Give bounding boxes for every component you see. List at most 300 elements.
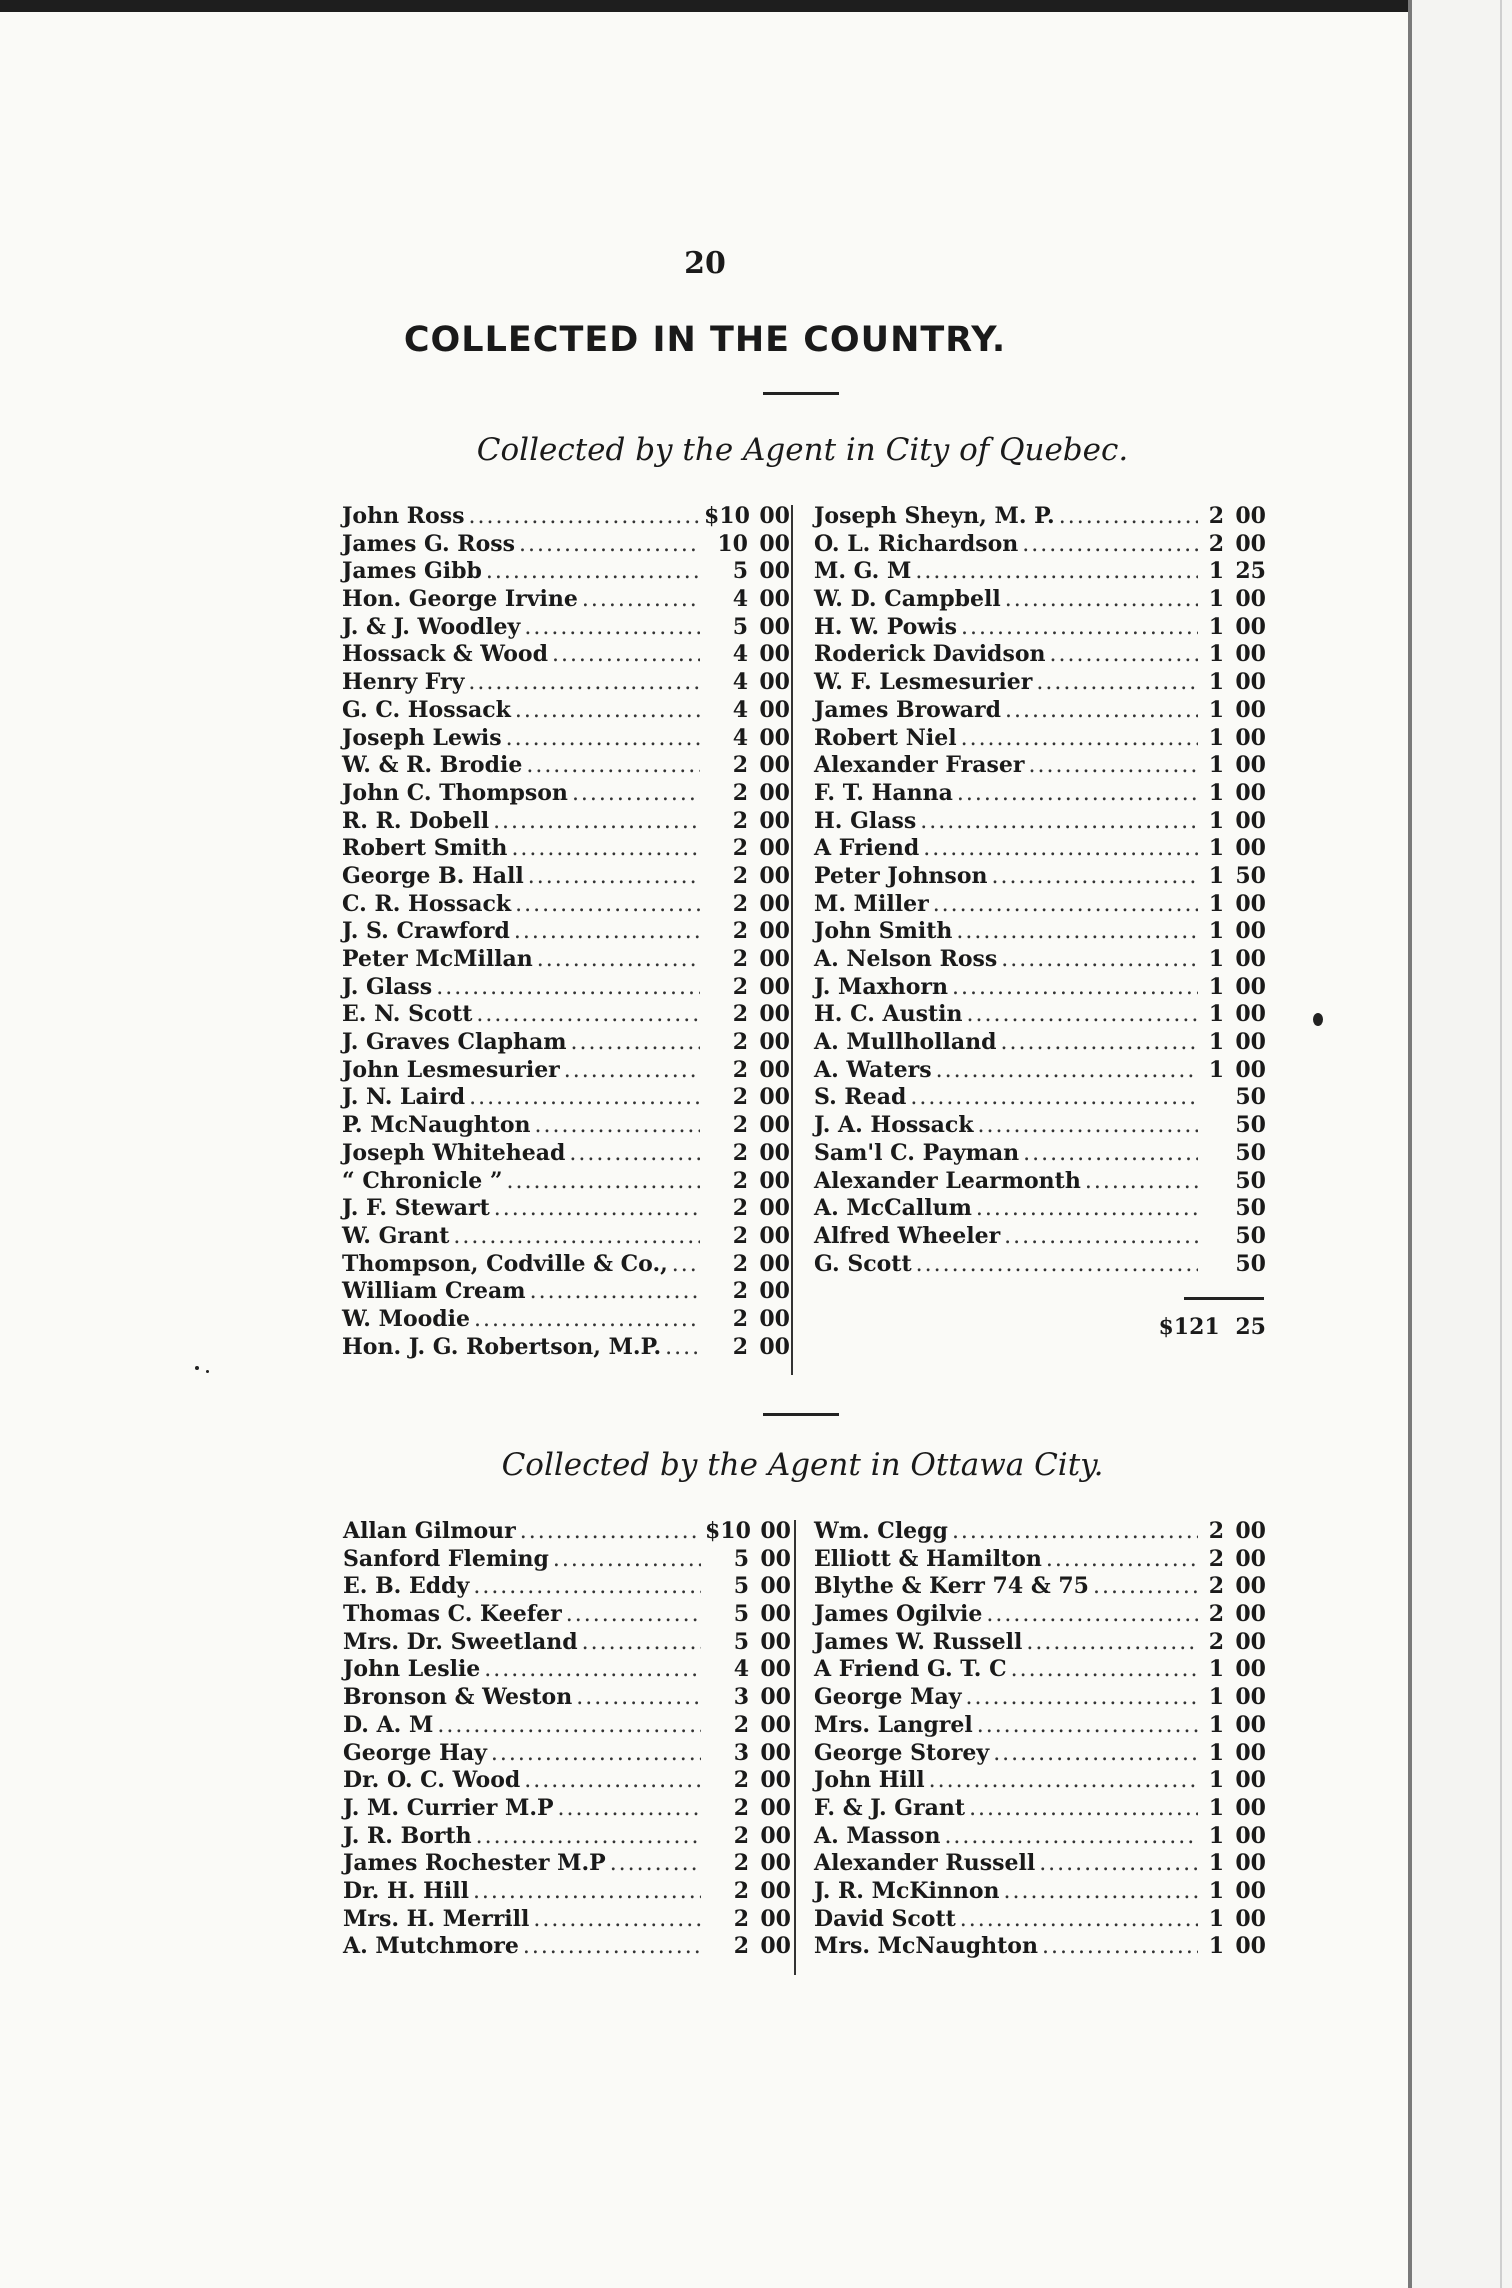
amount <box>704 586 790 612</box>
leader-dots <box>952 1519 1198 1544</box>
amount-dollars: 1 <box>1208 1656 1224 1683</box>
amount-cents: 00 <box>759 1056 790 1083</box>
ink-speck <box>195 1366 199 1370</box>
leader-dots <box>507 1169 701 1194</box>
amount-cents: 00 <box>1235 696 1266 723</box>
amount <box>705 1850 791 1876</box>
amount <box>1202 1656 1266 1682</box>
amount-cents: 00 <box>1235 1767 1266 1794</box>
amount-cents: 50 <box>1235 1222 1266 1249</box>
amount-dollars: 2 <box>732 1029 748 1056</box>
amount-dollars: 5 <box>733 1628 749 1655</box>
amount <box>704 780 790 806</box>
list-item <box>342 1001 790 1029</box>
list-item <box>343 1518 791 1546</box>
contributor-name: M. G. M <box>814 558 912 585</box>
contributor-name: Mrs. H. Merrill <box>343 1905 530 1932</box>
list-item <box>342 614 790 642</box>
contributor-name: Peter McMillan <box>342 946 533 972</box>
leader-dots <box>960 1907 1198 1932</box>
leader-dots <box>1005 587 1198 612</box>
amount-cents: 00 <box>760 1545 791 1572</box>
list-item <box>814 1084 1266 1112</box>
amount-cents: 00 <box>1235 946 1266 972</box>
amount <box>704 725 790 751</box>
amount-dollars: 5 <box>733 1601 749 1628</box>
list-item <box>342 1251 790 1279</box>
amount-cents: 00 <box>760 1822 791 1849</box>
amount-dollars: 4 <box>732 641 748 668</box>
contributor-name: Thompson, Codville & Co., <box>342 1250 668 1277</box>
contributor-name: W. F. Lesmesurier <box>814 669 1033 696</box>
list-item <box>814 1168 1266 1196</box>
amount-dollars: 1 <box>1208 1711 1224 1738</box>
list-item <box>814 1795 1266 1823</box>
contributor-name: M. Miller <box>814 890 929 917</box>
list-item <box>342 946 790 974</box>
contributor-name: James Rochester M.P <box>343 1850 606 1877</box>
list-item <box>342 918 790 946</box>
amount-cents: 00 <box>1235 1850 1266 1877</box>
amount-cents: 00 <box>759 1250 790 1277</box>
amount-cents: 00 <box>1235 807 1266 834</box>
amount-cents: 00 <box>759 1222 790 1249</box>
amount-cents: 00 <box>759 558 790 585</box>
list-item <box>343 1906 791 1934</box>
list-item <box>342 1029 790 1057</box>
contributor-name: H. Glass <box>814 807 917 834</box>
amount-cents: 00 <box>759 1333 790 1360</box>
list-item <box>343 1850 791 1878</box>
amount-cents: 00 <box>759 1001 790 1028</box>
amount-cents: 00 <box>759 503 790 529</box>
quebec-total-rule <box>1184 1297 1264 1300</box>
amount-cents: 00 <box>1235 1933 1266 1960</box>
amount <box>1202 1933 1266 1959</box>
contributor-name: A Friend G. T. C <box>814 1656 1007 1683</box>
amount <box>1202 974 1266 1000</box>
list-item <box>342 725 790 753</box>
amount-dollars: 3 <box>733 1739 749 1766</box>
amount-cents: 00 <box>1235 1877 1266 1904</box>
page-number: 20 <box>684 246 726 281</box>
amount <box>1202 503 1266 529</box>
amount-cents: 00 <box>1235 669 1266 696</box>
amount <box>1202 1878 1266 1904</box>
contributor-name: G. C. Hossack <box>342 696 511 723</box>
amount-dollars: 1 <box>1208 890 1224 917</box>
leader-dots <box>474 1307 700 1332</box>
amount-dollars: 2 <box>733 1850 749 1877</box>
amount <box>1202 697 1266 723</box>
list-item <box>814 918 1266 946</box>
list-item <box>814 1057 1266 1085</box>
contributor-name: James Gibb <box>342 558 482 585</box>
list-item <box>814 1933 1266 1961</box>
leader-dots <box>552 642 700 667</box>
amount-cents: 25 <box>1235 558 1266 585</box>
amount-cents: 00 <box>759 613 790 640</box>
leader-dots <box>1000 1030 1198 1055</box>
leader-dots <box>515 698 700 723</box>
list-item <box>342 891 790 919</box>
amount <box>1202 752 1266 778</box>
contributor-name: John Ross <box>342 503 465 529</box>
list-item <box>343 1601 791 1629</box>
contributor-name: S. Read <box>814 1084 907 1111</box>
contributor-name: W. & R. Brodie <box>342 752 523 779</box>
amount-cents: 00 <box>759 1084 790 1111</box>
amount-dollars: 5 <box>733 1573 749 1600</box>
amount <box>704 503 790 529</box>
leader-dots <box>936 1058 1198 1083</box>
amount-dollars: 2 <box>732 862 748 889</box>
list-item <box>814 863 1266 891</box>
amount <box>704 1029 790 1055</box>
amount <box>1202 1223 1266 1249</box>
amount-cents: 00 <box>759 890 790 917</box>
ink-speck <box>1313 1013 1323 1026</box>
amount-cents: 50 <box>1235 1139 1266 1166</box>
leader-dots <box>993 1741 1198 1766</box>
amount-dollars: 1 <box>1208 752 1224 779</box>
quebec-total <box>1150 1314 1266 1340</box>
amount-cents: 00 <box>759 1112 790 1139</box>
amount-cents: 00 <box>1235 1029 1266 1056</box>
amount-cents: 00 <box>1235 1056 1266 1083</box>
amount-dollars: 2 <box>732 1112 748 1139</box>
amount-dollars: 1 <box>1208 724 1224 751</box>
leader-dots <box>473 1879 701 1904</box>
leader-dots <box>453 1224 700 1249</box>
amount-dollars: 1 <box>1208 779 1224 806</box>
amount <box>1202 1767 1266 1793</box>
contributor-name: James Ogilvie <box>814 1601 983 1628</box>
leader-dots <box>915 559 1198 584</box>
list-item <box>342 669 790 697</box>
contributor-name: Elliott & Hamilton <box>814 1545 1042 1572</box>
amount <box>1202 1140 1266 1166</box>
contributor-name: J. M. Currier M.P <box>343 1794 554 1821</box>
leader-dots <box>910 1085 1198 1110</box>
contributor-name: Sam'l C. Payman <box>814 1139 1020 1166</box>
contributor-name: W. D. Campbell <box>814 586 1001 613</box>
leader-dots <box>1046 1547 1198 1572</box>
amount <box>1202 586 1266 612</box>
leader-dots <box>469 1085 700 1110</box>
amount <box>704 1251 790 1277</box>
list-item <box>342 780 790 808</box>
leader-dots <box>533 1907 701 1932</box>
leader-dots <box>672 1252 700 1277</box>
leader-dots <box>524 615 700 640</box>
amount-cents: 00 <box>1235 1684 1266 1711</box>
amount <box>704 1306 790 1332</box>
leader-dots <box>511 836 700 861</box>
page-edge-line <box>1500 0 1502 2288</box>
amount <box>704 697 790 723</box>
amount-cents: 00 <box>1235 918 1266 945</box>
list-item <box>814 1140 1266 1168</box>
amount <box>1202 1629 1266 1655</box>
contributor-name: James G. Ross <box>342 530 516 557</box>
leader-dots <box>524 1768 701 1793</box>
contributor-name: Blythe & Kerr 74 & 75 <box>814 1573 1089 1600</box>
leader-dots <box>976 1196 1198 1221</box>
list-item <box>814 1546 1266 1574</box>
contributor-name: Mrs. Dr. Sweetland <box>343 1628 578 1655</box>
amount <box>704 614 790 640</box>
leader-dots <box>437 1713 701 1738</box>
amount-dollars: 1 <box>1208 558 1224 585</box>
amount <box>704 808 790 834</box>
list-item <box>814 1195 1266 1223</box>
amount-dollars: 2 <box>732 1056 748 1083</box>
amount-cents: 00 <box>759 973 790 1000</box>
list-item <box>814 1112 1266 1140</box>
leader-dots <box>515 892 700 917</box>
ink-speck <box>206 1370 209 1373</box>
amount <box>1202 1029 1266 1055</box>
amount-dollars: 2 <box>1208 1573 1224 1600</box>
amount-dollars: 2 <box>733 1794 749 1821</box>
amount-dollars: 1 <box>1208 807 1224 834</box>
amount <box>704 946 790 972</box>
amount <box>1202 808 1266 834</box>
list-item <box>343 1767 791 1795</box>
contributor-name: Sanford Fleming <box>343 1545 549 1572</box>
contributor-name: J. R. McKinnon <box>814 1877 1000 1904</box>
amount-cents: 00 <box>1235 973 1266 1000</box>
amount-dollars: 1 <box>1208 1029 1224 1056</box>
contributor-name: John Smith <box>814 918 953 945</box>
list-item <box>814 752 1266 780</box>
leader-dots <box>961 615 1198 640</box>
amount <box>705 1933 791 1959</box>
contributor-name: James W. Russell <box>814 1628 1023 1655</box>
amount <box>704 752 790 778</box>
amount-dollars: 1 <box>1208 1877 1224 1904</box>
list-item <box>814 1906 1266 1934</box>
contributor-name: A. Mutchmore <box>343 1933 519 1960</box>
list-item <box>343 1795 791 1823</box>
amount <box>705 1684 791 1710</box>
amount <box>1202 531 1266 557</box>
list-item <box>814 669 1266 697</box>
contributor-name: John Leslie <box>343 1656 481 1683</box>
amount-dollars: 1 <box>1208 862 1224 889</box>
leader-dots <box>476 1002 700 1027</box>
amount <box>1202 1850 1266 1876</box>
contributor-name: Hon. George Irvine <box>342 586 578 613</box>
amount-dollars: 2 <box>732 779 748 806</box>
leader-dots <box>929 1768 1198 1793</box>
list-item <box>343 1823 791 1851</box>
quebec-total-dollars: $121 <box>1158 1314 1220 1340</box>
list-item <box>814 1684 1266 1712</box>
amount-cents: 00 <box>1235 1573 1266 1600</box>
leader-dots <box>1011 1657 1198 1682</box>
list-item <box>342 863 790 891</box>
leader-dots <box>992 864 1199 889</box>
list-item <box>814 586 1266 614</box>
contributor-name: Alfred Wheeler <box>814 1222 1001 1249</box>
amount-cents: 00 <box>1235 1905 1266 1932</box>
leader-dots <box>923 836 1198 861</box>
contributor-name: Dr. H. Hill <box>343 1877 469 1904</box>
contributor-name: George Hay <box>343 1739 487 1766</box>
amount-dollars: 1 <box>1208 973 1224 1000</box>
leader-dots <box>468 670 700 695</box>
amount-cents: 00 <box>759 807 790 834</box>
amount <box>1202 1168 1266 1194</box>
contributor-name: J. A. Hossack <box>814 1112 974 1139</box>
amount-dollars: 1 <box>1208 669 1224 696</box>
contributor-name: John Hill <box>814 1767 925 1794</box>
list-item <box>814 1740 1266 1768</box>
amount <box>704 1278 790 1304</box>
list-item <box>342 835 790 863</box>
amount-dollars: 1 <box>1208 1684 1224 1711</box>
contributor-name: Robert Niel <box>814 724 957 751</box>
amount <box>704 1168 790 1194</box>
amount-dollars: 2 <box>733 1711 749 1738</box>
leader-dots <box>493 809 700 834</box>
leader-dots <box>506 726 700 751</box>
amount-cents: 00 <box>759 1195 790 1222</box>
amount-cents: 00 <box>760 1573 791 1600</box>
contributor-name: E. N. Scott <box>342 1001 473 1028</box>
amount <box>1202 669 1266 695</box>
list-item <box>814 974 1266 1002</box>
amount-dollars: 2 <box>732 1195 748 1222</box>
amount-cents: 00 <box>1235 503 1266 529</box>
quebec-left-column <box>342 503 790 1361</box>
leader-dots <box>564 1058 700 1083</box>
amount-cents: 00 <box>759 696 790 723</box>
contributor-name: George May <box>814 1684 962 1711</box>
leader-dots <box>1004 1879 1198 1904</box>
amount-dollars: 2 <box>732 1167 748 1194</box>
amount-dollars: 1 <box>1208 613 1224 640</box>
amount-dollars: 4 <box>732 669 748 696</box>
list-item <box>342 1223 790 1251</box>
contributor-name: Robert Smith <box>342 835 508 862</box>
amount <box>1202 918 1266 944</box>
amount-cents: 00 <box>760 1794 791 1821</box>
leader-dots <box>967 1002 1198 1027</box>
list-item <box>343 1656 791 1684</box>
amount <box>1202 1823 1266 1849</box>
amount-cents: 00 <box>1235 1601 1266 1628</box>
amount-cents: 00 <box>759 1167 790 1194</box>
leader-dots <box>977 1713 1198 1738</box>
leader-dots <box>523 1934 701 1959</box>
amount-dollars: 2 <box>733 1905 749 1932</box>
amount-dollars: 1 <box>1208 918 1224 945</box>
page-title: COLLECTED IN THE COUNTRY. <box>403 320 1007 360</box>
contributor-name: J. Graves Clapham <box>342 1029 567 1056</box>
amount <box>705 1518 791 1544</box>
list-item <box>814 1629 1266 1657</box>
list-item <box>814 1656 1266 1684</box>
amount-dollars: 2 <box>733 1933 749 1960</box>
amount-cents: 00 <box>1235 890 1266 917</box>
list-item <box>342 558 790 586</box>
amount <box>704 1223 790 1249</box>
contributor-name: George Storey <box>814 1739 990 1766</box>
amount-dollars: 1 <box>1208 1001 1224 1028</box>
amount-dollars: 2 <box>732 752 748 779</box>
contributor-name: H. W. Powis <box>814 613 958 640</box>
amount-cents: 00 <box>760 1767 791 1794</box>
amount-dollars: 1 <box>1208 1767 1224 1794</box>
amount-cents: 00 <box>759 752 790 779</box>
contributor-name: Allan Gilmour <box>343 1518 516 1544</box>
contributor-name: F. & J. Grant <box>814 1794 966 1821</box>
list-item <box>814 1029 1266 1057</box>
amount-dollars: 1 <box>1208 696 1224 723</box>
leader-dots <box>566 1602 701 1627</box>
amount-cents: 00 <box>759 862 790 889</box>
contributor-name: James Broward <box>814 696 1002 723</box>
amount-cents: 50 <box>1235 862 1266 889</box>
amount-dollars: 2 <box>1208 530 1224 557</box>
amount-cents: 00 <box>1235 1518 1266 1544</box>
amount-dollars: 1 <box>1208 946 1224 972</box>
contributor-name: Alexander Russell <box>814 1850 1036 1877</box>
amount-dollars: 2 <box>732 1084 748 1111</box>
contributor-name: Mrs. McNaughton <box>814 1933 1038 1960</box>
amount-cents: 00 <box>760 1684 791 1711</box>
amount-cents: 00 <box>1235 1001 1266 1028</box>
amount <box>705 1546 791 1572</box>
amount-dollars: 2 <box>732 1139 748 1166</box>
amount <box>704 974 790 1000</box>
leader-dots <box>530 1279 700 1304</box>
amount <box>1202 780 1266 806</box>
leader-dots <box>1085 1169 1198 1194</box>
leader-dots <box>569 1141 700 1166</box>
leader-dots <box>519 532 700 557</box>
amount-cents: 50 <box>1235 1195 1266 1222</box>
amount <box>1202 614 1266 640</box>
amount <box>1202 891 1266 917</box>
leader-dots <box>916 1252 1198 1277</box>
list-item <box>814 1601 1266 1629</box>
amount <box>1202 558 1266 584</box>
list-item <box>814 641 1266 669</box>
leader-dots <box>494 1196 700 1221</box>
leader-dots <box>1028 753 1198 778</box>
amount-cents: 00 <box>759 918 790 945</box>
leader-dots <box>1026 1630 1198 1655</box>
contributor-name: Hossack & Wood <box>342 641 548 668</box>
list-item <box>343 1684 791 1712</box>
ottawa-heading: Collected by the Agent in Ottawa City. <box>501 1447 1104 1483</box>
leader-dots <box>944 1824 1198 1849</box>
title-rule <box>763 392 839 395</box>
amount-dollars: 2 <box>732 1278 748 1305</box>
list-item <box>343 1878 791 1906</box>
quebec-column-divider <box>791 505 793 1375</box>
list-item <box>814 808 1266 836</box>
leader-dots <box>957 781 1198 806</box>
contributor-name: H. C. Austin <box>814 1001 963 1028</box>
list-item <box>814 946 1266 974</box>
amount-dollars: 4 <box>732 724 748 751</box>
amount <box>704 531 790 557</box>
